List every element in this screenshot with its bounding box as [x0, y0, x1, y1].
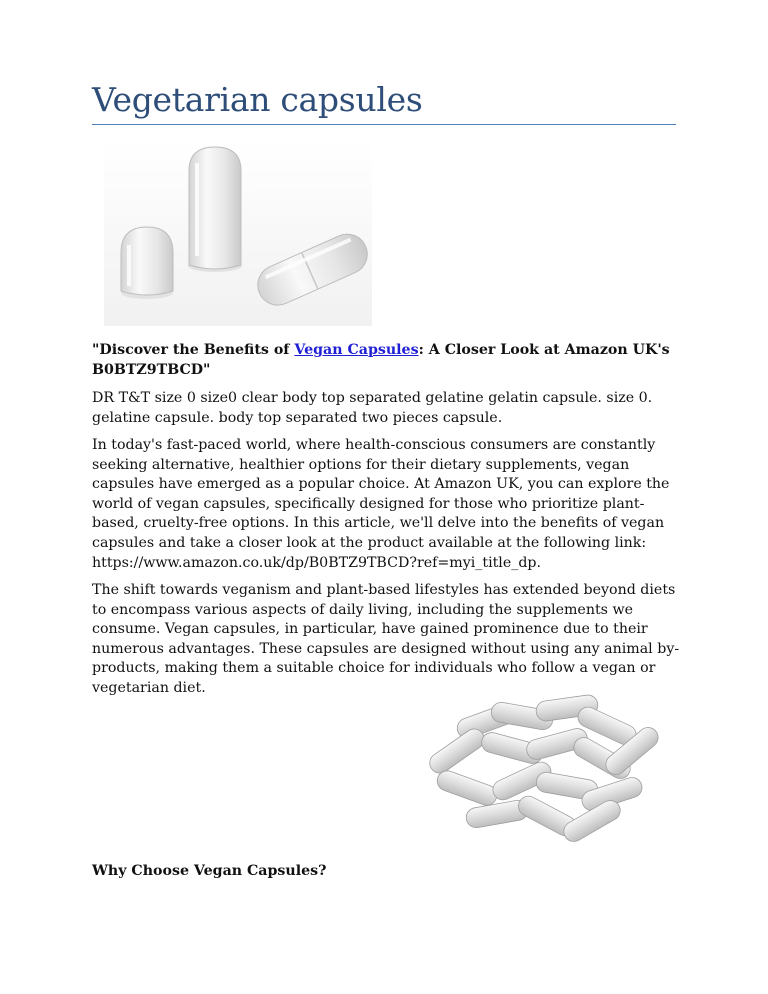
article-subheading: "Discover the Benefits of Vegan Capsules: A Closer Look at Amazon UK's B0BTZ9TBCD": [92, 342, 670, 378]
capsule-cap: [121, 227, 173, 299]
capsule-pile-image: [396, 686, 674, 846]
document-title: Vegetarian capsules: [92, 80, 423, 119]
vegan-capsules-link[interactable]: Vegan Capsules: [294, 342, 419, 358]
title-underline: [92, 124, 676, 125]
section-heading: Why Choose Vegan Capsules?: [92, 863, 327, 879]
capsule-body: [188, 147, 242, 272]
capsule-parts-image: [104, 141, 372, 326]
paragraph-introduction: In today's fast-paced world, where health-conscious consumers are constantly seeking alternative, healthier options for their dietary supplements, vegan capsules have emerged as a popular choice. At Amazon UK, you can explore the world of vegan capsules, specifically designed for those who prioritize plant-based, cruelty-free options. In this article, we'll delve into the benefits of vegan capsules and take a closer look at the product available at the following link: https://www.amazon.co.uk/dp/B0BTZ9TBCD?ref=myi_title_dp.: [92, 437, 670, 571]
paragraph-veganism-shift: The shift towards veganism and plant-based lifestyles has extended beyond diets to encompass various aspects of daily living, including the supplements we consume. Vegan capsules, in particular, have gained prominence due to their numerous advantages. These capsules are designed without using any animal by-products, making them a suitable choice for individuals who follow a vegan or vegetarian diet.: [92, 582, 680, 696]
paragraph-product-description: DR T&T size 0 size0 clear body top separated gelatine gelatin capsule. size 0. gelatine capsule. body top separated two pieces capsule.: [92, 390, 653, 426]
